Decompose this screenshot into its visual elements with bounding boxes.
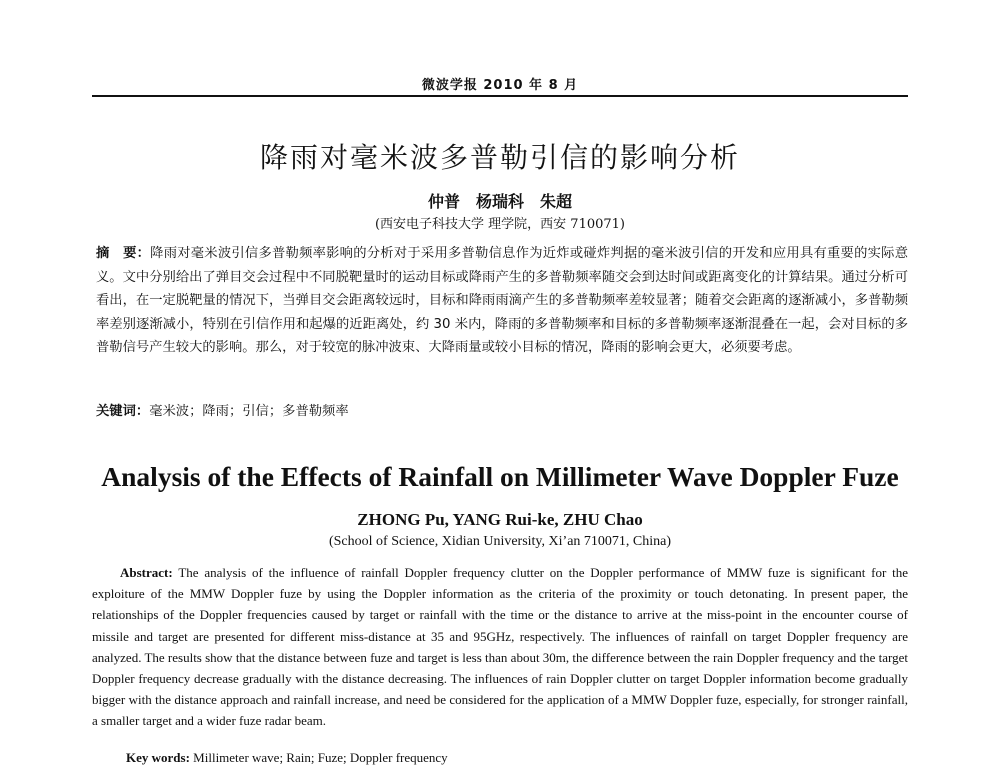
chinese-abstract — [96, 242, 908, 360]
english-keywords-text: Millimeter wave; Rain; Fuze; Doppler frequency — [193, 750, 448, 765]
chinese-keywords — [96, 402, 908, 422]
english-abstract-text: The analysis of the influence of rainfall Doppler frequency clutter on the Doppler performance of MMW fuze is significant for the exploiture of the MMW Doppler fuze by using the Doppler information as the criteria of the proximity or touch detonating. In present paper, the relationships of the Doppler frequencies caused by target or rainfall with the time or the distance to arrive at the miss-point in the encounter course of missile and target are presented for different miss-distance at 35 and 95GHz, respectively. The influences of rainfall on target Doppler frequency are analyzed. The results show that the distance between fuze and target is less than about 30m, the difference between the rain Doppler frequency and the target Doppler frequency decrease gradually with the distance decreasing. The influences of rain Doppler clutter on target Doppler information become gradually bigger with the distance approach and rainfall increase, and need be considered for the application of a MMW Doppler fuze, especially, for stronger rainfall, a smaller target and a wider fuze radar beam. — [92, 565, 909, 729]
chinese-affiliation: (西安电子科技大学 理学院，西安 710071) — [374, 217, 626, 232]
english-keywords-label: Key words: — [126, 750, 190, 765]
english-abstract-label: Abstract: — [120, 565, 173, 580]
english-authors: ZHONG Pu, YANG Rui-ke, ZHU Chao — [357, 510, 643, 529]
chinese-abstract-label: 摘 要： — [96, 246, 151, 261]
header-rule — [92, 95, 908, 97]
chinese-keywords-label: 关键词： — [96, 404, 150, 419]
chinese-title: 降雨对毫米波多普勒引信的影响分析 — [259, 141, 740, 174]
chinese-authors: 仲普 杨瑞科 朱超 — [427, 192, 572, 211]
english-keywords — [126, 749, 906, 767]
english-affiliation: (School of Science, Xidian University, Xi’an 710071, China) — [328, 534, 672, 549]
chinese-keywords-text: 毫米波；降雨；引信；多普勒频率 — [149, 404, 349, 419]
english-abstract — [92, 562, 908, 732]
journal-header: 微波学报 2010 年 8 月 — [421, 78, 579, 93]
chinese-abstract-text: 降雨对毫米波引信多普勒频率影响的分析对于采用多普勒信息作为近炸或碰炸判据的毫米波引信的开发和应用具有重要的实际意义。文中分别给出了弹目交会过程中不同脱靶量时的运动目标或降雨产生的多普勒频率随交会到达时间或距离变化的计算结果。通过分析可看出，在一定脱靶量的情况下，当弹目交会距离较远时，目标和降雨雨滴产生的多普勒频率差较显著；随着交会距离的逐渐减小，多普勒频率差别逐渐减小，特别在引信作用和起爆的近距离处，约 30 米内，降雨的多普勒频率和目标的多普勒频率逐渐混叠在一起，会对目标的多普勒信号产生较大的影响。那么，对于较宽的脉冲波束、大降雨量或较小目标的情况，降雨的影响会更大，必须要考虑。 — [96, 246, 909, 355]
english-title: Analysis of the Effects of Rainfall on Millimeter Wave Doppler Fuze — [101, 461, 899, 492]
